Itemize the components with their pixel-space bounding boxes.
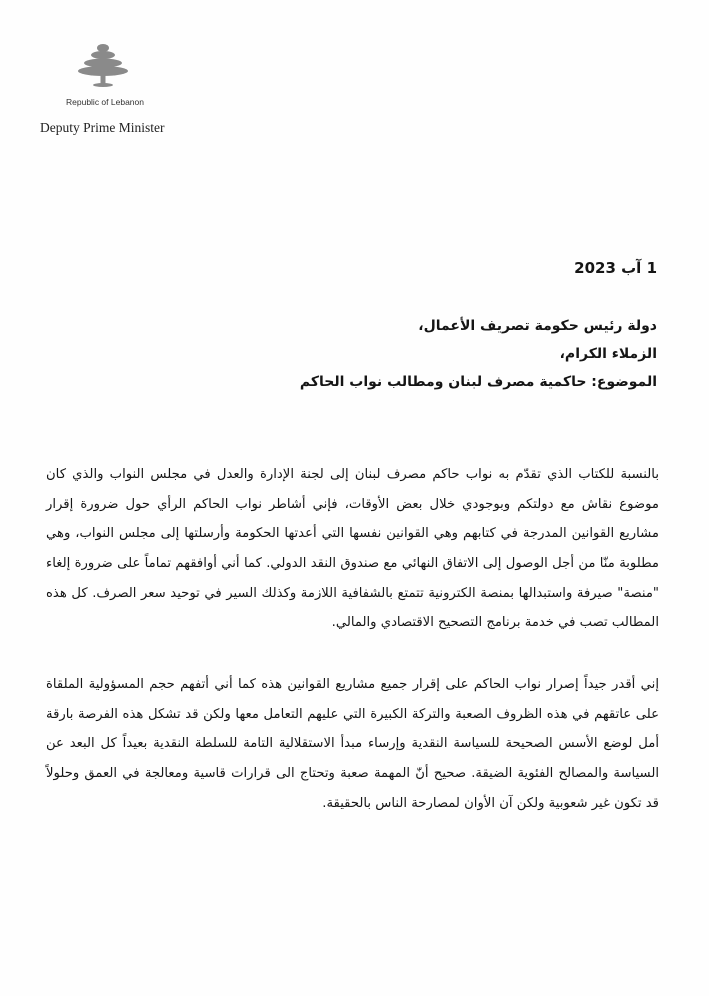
- addressee-line-2: الزملاء الكرام،: [559, 346, 657, 362]
- letter-date: 1 آب 2023: [574, 259, 657, 277]
- subject-line: الموضوع: حاكمية مصرف لبنان ومطالب نواب الحاكم: [299, 374, 657, 390]
- country-name: Republic of Lebanon: [66, 97, 144, 107]
- cedar-tree-icon: [74, 40, 132, 90]
- body-paragraph-1: بالنسبة للكتاب الذي تقدّم به نواب حاكم مصرف لبنان إلى لجنة الإدارة والعدل في مجلس النواب والذي كان موضوع نقاش مع دولتكم وبوجودي خلال بعض الأوقات، فإني أشاطر نواب الحاكم الرأي حول ضرورة إقرار مشاريع القوانين المدرجة في كتابهم وهي القوانين نفسها التي أعدتها الحكومة وأرسلتها إلى مجلس النواب، وهي مطلوبة منّا من أجل الوصول إلى الاتفاق النهائي مع صندوق النقد الدولي. كما أني أوافقهم تماماً على ضرورة إلغاء "منصة" صيرفة واستبدالها بمنصة الكترونية تتمتع بالشفافية اللازمة وكذلك السير في توحيد سعر الصرف. كل هذه المطالب تصب في خدمة برنامج التصحيح الاقتصادي والمالي.: [46, 467, 659, 631]
- addressee-line-1: دولة رئيس حكومة تصريف الأعمال،: [418, 318, 657, 334]
- office-title: Deputy Prime Minister: [40, 120, 165, 135]
- body-paragraph-2: إني أقدر جيداً إصرار نواب الحاكم على إقرار جميع مشاريع القوانين هذه كما أني أتفهم حجم المسؤولية الملقاة على عاتقهم في هذه الظروف الصعبة والتركة الكبيرة التي عليهم التعامل معها ولكن قد تشكل هذه الفرصة بارقة أمل لوضع الأسس الصحيحة للسياسة النقدية وإرساء مبدأ الاستقلالية التامة للسلطة النقدية بعيداً كل البعد عن السياسة والمصالح الفئوية الضيقة. صحيح أنّ المهمة صعبة وتحتاج الى قرارات قاسية ومعالجة في العمق وحلولاً قد تكون غير شعوبية ولكن آن الأوان لمصارحة الناس بالحقيقة.: [46, 677, 659, 811]
